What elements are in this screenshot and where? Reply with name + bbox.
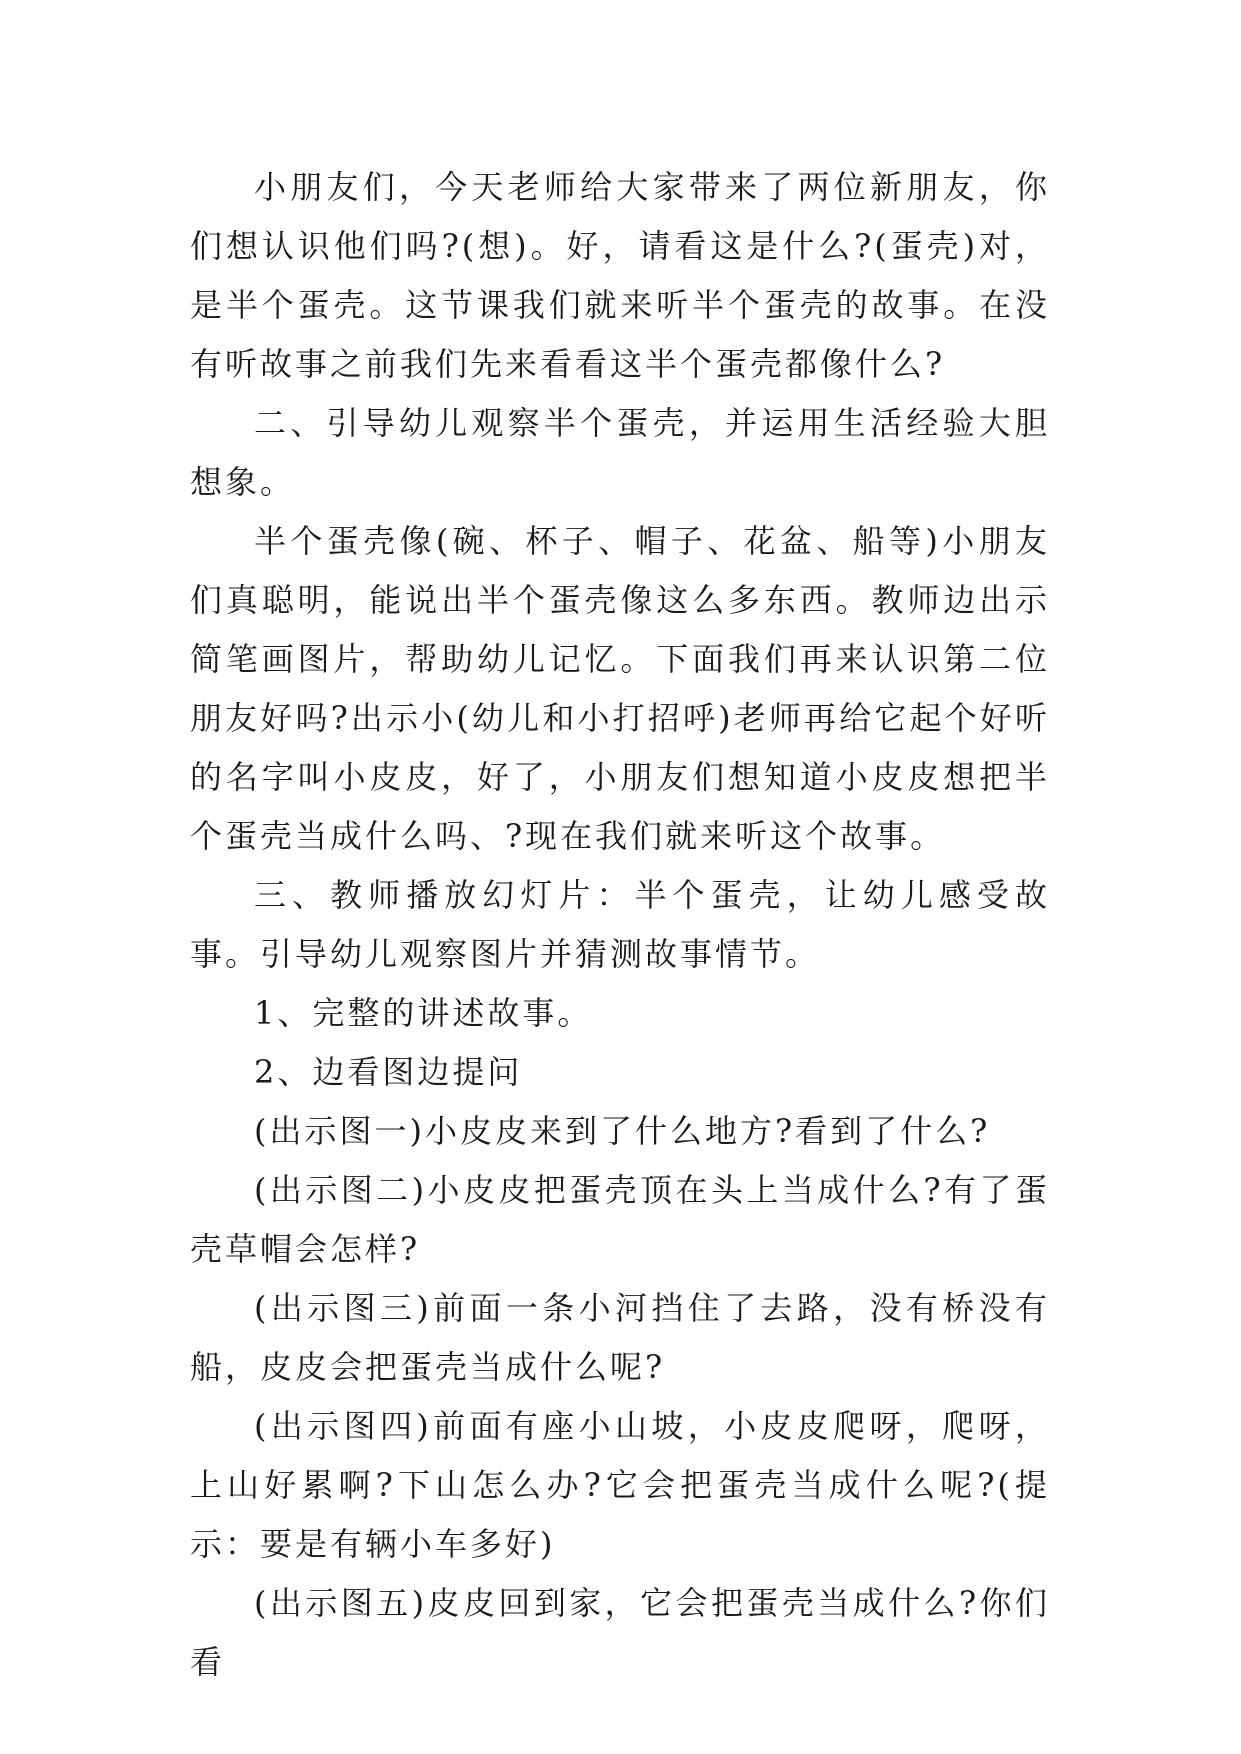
paragraph-step-two: 二、引导幼儿观察半个蛋壳，并运用生活经验大胆想象。 (190, 404, 1050, 501)
paragraph-step-three: 三、教师播放幻灯片：半个蛋壳，让幼儿感受故事。引导幼儿观察图片并猜测故事情节。 (190, 876, 1050, 973)
paragraph-picture-3: (出示图三)前面一条小河挡住了去路，没有桥没有船，皮皮会把蛋壳当成什么呢? (190, 1289, 1050, 1386)
paragraph-item-2: 2、边看图边提问 (254, 1053, 523, 1091)
paragraph-picture-2: (出示图二)小皮皮把蛋壳顶在头上当成什么?有了蛋壳草帽会怎样? (190, 1171, 1050, 1268)
paragraph-picture-1: (出示图一)小皮皮来到了什么地方?看到了什么? (254, 1112, 991, 1150)
paragraph-intro: 小朋友们，今天老师给大家带来了两位新朋友，你们想认识他们吗?(想)。好，请看这是什么?(蛋壳)对，是半个蛋壳。这节课我们就来听半个蛋壳的故事。在没有听故事之前我们先来看看这半个蛋壳都像什么? (190, 168, 1050, 383)
paragraph-picture-4: (出示图四)前面有座小山坡，小皮皮爬呀，爬呀，上山好累啊?下山怎么办?它会把蛋壳当成什么呢?(提示：要是有辆小车多好) (190, 1407, 1050, 1563)
document-body (190, 158, 1050, 1692)
paragraph-picture-5: (出示图五)皮皮回到家，它会把蛋壳当成什么?你们看 (190, 1584, 1050, 1681)
paragraph-item-1: 1、完整的讲述故事。 (254, 994, 593, 1032)
paragraph-eggshell-shapes: 半个蛋壳像(碗、杯子、帽子、花盆、船等)小朋友们真聪明，能说出半个蛋壳像这么多东西。教师边出示简笔画图片，帮助幼儿记忆。下面我们再来认识第二位朋友好吗?出示小(幼儿和小打招呼)老师再给它起个好听的名字叫小皮皮，好了，小朋友们想知道小皮皮想把半个蛋壳当成什么吗、?现在我们就来听这个故事。 (190, 522, 1050, 855)
